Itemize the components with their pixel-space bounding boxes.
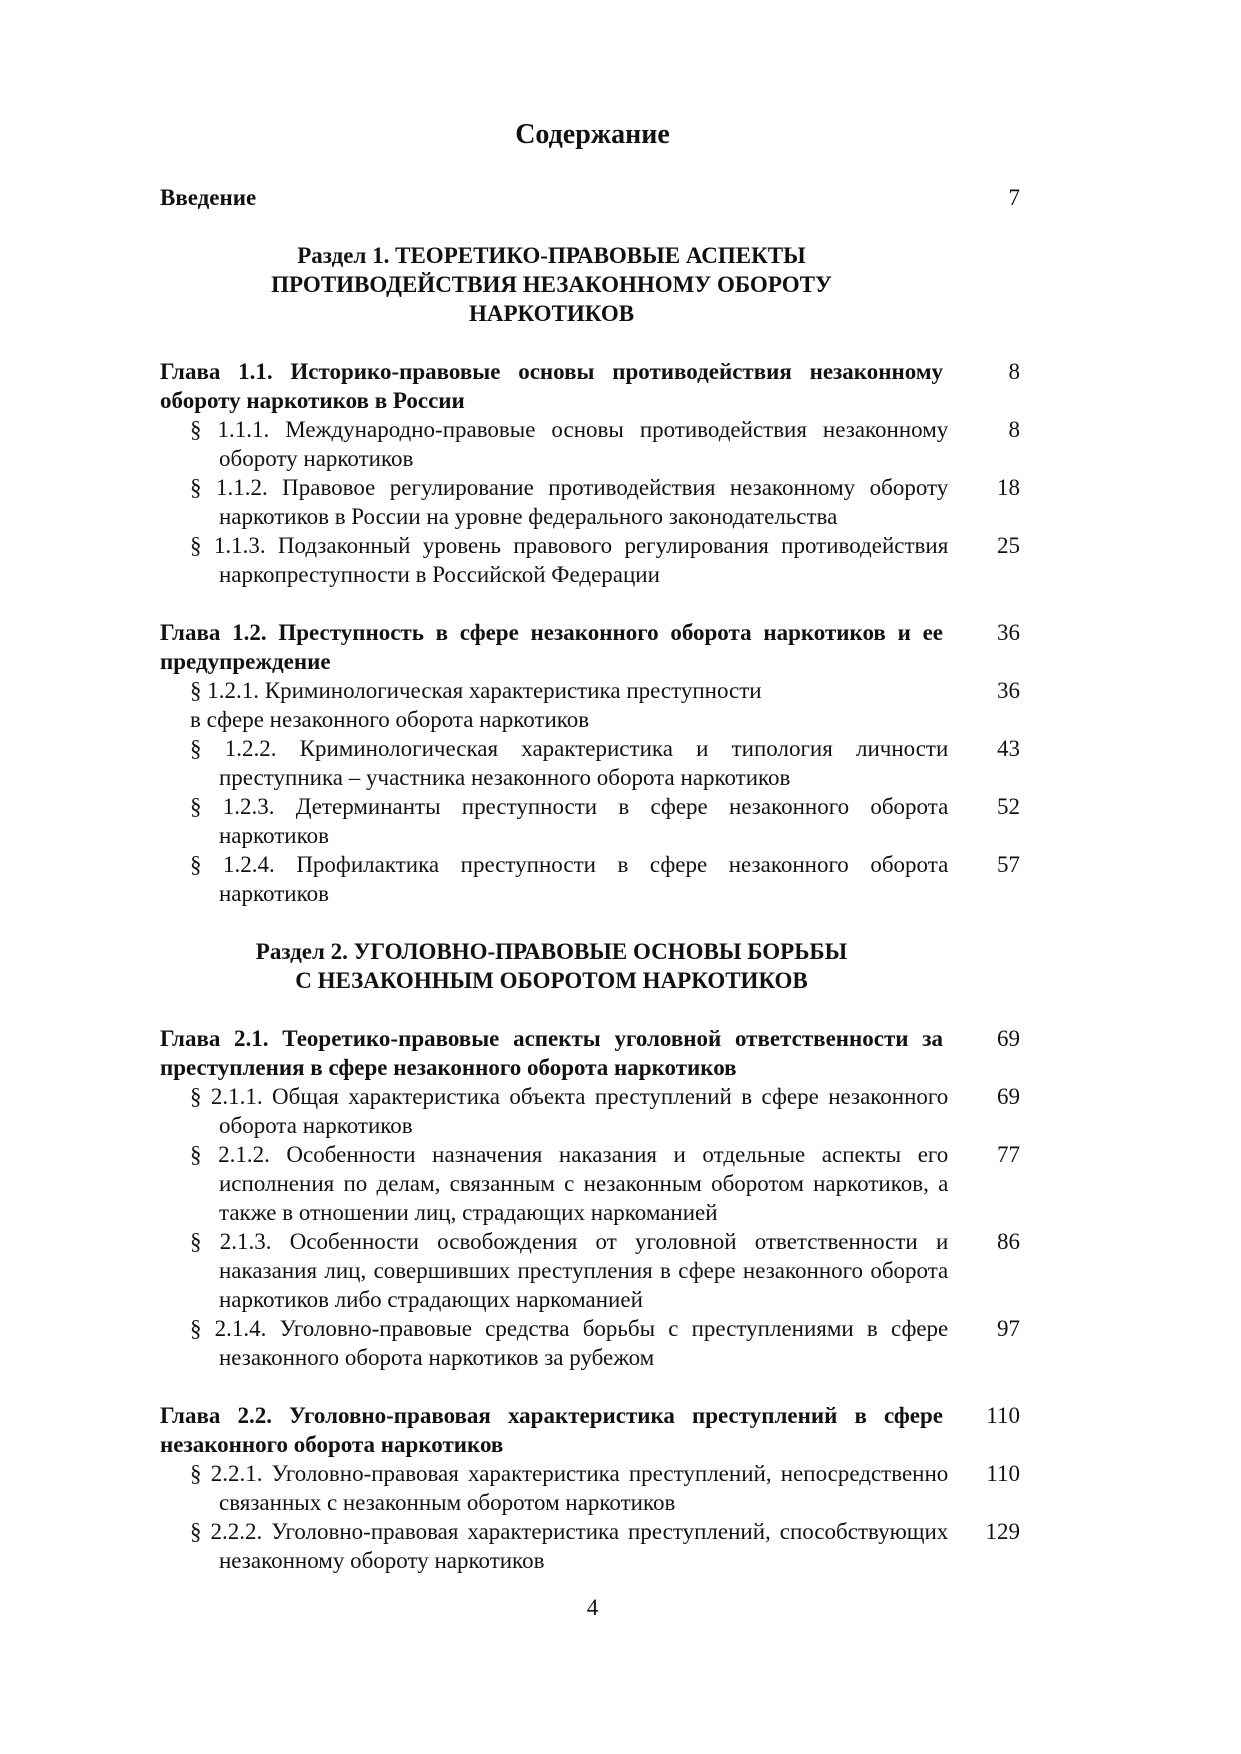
section-heading-1 xyxy=(160,241,943,328)
toc-page-number: 43 xyxy=(997,736,1020,761)
toc-page-number: 25 xyxy=(997,533,1020,558)
toc-page-number: 52 xyxy=(997,794,1020,819)
toc-entry-paragraph[interactable] xyxy=(160,1314,1020,1372)
toc-entry-paragraph[interactable] xyxy=(160,473,1020,531)
toc-page-number: 69 xyxy=(997,1026,1020,1051)
toc-entry-paragraph[interactable] xyxy=(160,1459,1020,1517)
toc-page-number: 36 xyxy=(997,678,1020,703)
toc-entry-paragraph[interactable] xyxy=(160,1082,1020,1140)
toc-entry-label xyxy=(160,676,943,734)
section-heading-line: НАРКОТИКОВ xyxy=(468,301,635,326)
toc-page-number: 57 xyxy=(997,852,1020,877)
table-of-contents xyxy=(160,183,1020,1575)
toc-entry-label: § 2.1.2. Особенности назначения наказания и отдельные аспекты его исполнения по делам, связанным с незаконным оборотом наркотиков, а также в отношении лиц, страдающих наркоманией xyxy=(190,1142,949,1225)
toc-entry-paragraph[interactable] xyxy=(160,1517,1020,1575)
toc-entry-label: § 2.2.2. Уголовно-правовая характеристика преступлений, способствующих незаконному обороту наркотиков xyxy=(190,1519,949,1573)
spacer xyxy=(160,589,1020,618)
toc-entry-label: § 2.1.3. Особенности освобождения от уголовной ответственности и наказания лиц, совершивших преступления в сфере незаконного оборота наркотиков либо страдающих наркоманией xyxy=(190,1229,949,1312)
section-heading-line: ПРОТИВОДЕЙСТВИЯ НЕЗАКОННОМУ ОБОРОТУ xyxy=(271,272,832,297)
toc-entry-chapter[interactable] xyxy=(160,618,1020,676)
toc-entry-paragraph[interactable] xyxy=(160,792,1020,850)
toc-page-number: 129 xyxy=(985,1519,1020,1544)
toc-page-number: 7 xyxy=(1008,185,1020,210)
toc-page-number: 69 xyxy=(997,1084,1020,1109)
toc-entry-paragraph[interactable] xyxy=(160,1227,1020,1314)
page-title: Содержание xyxy=(515,119,670,150)
toc-entry-paragraph[interactable] xyxy=(160,734,1020,792)
section-heading-line: Раздел 2. УГОЛОВНО-ПРАВОВЫЕ ОСНОВЫ БОРЬБЫ xyxy=(255,939,848,964)
toc-entry-paragraph[interactable] xyxy=(160,531,1020,589)
toc-entry-label: Глава 2.1. Теоретико-правовые аспекты уголовной ответственности за преступления в сфере незаконного оборота наркотиков xyxy=(160,1026,943,1080)
section-heading-line: С НЕЗАКОННЫМ ОБОРОТОМ НАРКОТИКОВ xyxy=(295,968,808,993)
toc-entry-paragraph[interactable] xyxy=(160,676,1020,734)
toc-entry-label: § 1.1.1. Международно-правовые основы противодействия незаконному обороту наркотиков xyxy=(190,417,949,471)
toc-entry-label: Глава 1.2. Преступность в сфере незаконного оборота наркотиков и ее предупреждение xyxy=(160,620,943,674)
toc-page-number: 110 xyxy=(986,1461,1020,1486)
toc-entry-label: § 1.2.3. Детерминанты преступности в сфере незаконного оборота наркотиков xyxy=(190,794,949,848)
section-heading-2 xyxy=(160,937,943,995)
toc-entry-label: § 2.1.1. Общая характеристика объекта преступлений в сфере незаконного оборота наркотиков xyxy=(190,1084,949,1138)
toc-entry-paragraph[interactable] xyxy=(160,1140,1020,1227)
toc-entry-chapter[interactable] xyxy=(160,1024,1020,1082)
toc-entry-line: в сфере незаконного оборота наркотиков xyxy=(190,707,590,732)
toc-entry-label: § 1.2.2. Криминологическая характеристика и типология личности преступника – участника незаконного оборота наркотиков xyxy=(190,736,949,790)
toc-page-number: 8 xyxy=(1008,359,1020,384)
toc-entry-label: § 2.1.4. Уголовно-правовые средства борьбы с преступлениями в сфере незаконного оборота наркотиков за рубежом xyxy=(190,1316,949,1370)
toc-entry-label: § 2.2.1. Уголовно-правовая характеристика преступлений, непосредственно связанных с незаконным оборотом наркотиков xyxy=(190,1461,949,1515)
toc-page-number: 97 xyxy=(997,1316,1020,1341)
toc-entry-label: § 1.1.2. Правовое регулирование противодействия незаконному обороту наркотиков в России на уровне федерального законодательства xyxy=(190,475,949,529)
toc-entry-label: Глава 2.2. Уголовно-правовая характеристика преступлений в сфере незаконного оборота наркотиков xyxy=(160,1403,943,1457)
section-heading-line: Раздел 1. ТЕОРЕТИКО-ПРАВОВЫЕ АСПЕКТЫ xyxy=(297,243,806,268)
toc-entry-line: § 1.2.1. Криминологическая характеристика преступности xyxy=(190,678,762,703)
toc-page-number: 8 xyxy=(1008,417,1020,442)
toc-entry-label: Введение xyxy=(160,185,257,210)
toc-page-number: 36 xyxy=(997,620,1020,645)
toc-entry-chapter[interactable] xyxy=(160,1401,1020,1459)
toc-entry-label: § 1.2.4. Профилактика преступности в сфере незаконного оборота наркотиков xyxy=(190,852,949,906)
spacer xyxy=(160,1372,1020,1401)
toc-page-number: 77 xyxy=(997,1142,1020,1167)
toc-entry-label: Глава 1.1. Историко-правовые основы противодействия незаконному обороту наркотиков в России xyxy=(160,359,943,413)
toc-page-number: 86 xyxy=(997,1229,1020,1254)
toc-entry-paragraph[interactable] xyxy=(160,415,1020,473)
toc-entry-label: § 1.1.3. Подзаконный уровень правового регулирования противодействия наркопреступности в Российской Федерации xyxy=(190,533,949,587)
footer-page-number: 4 xyxy=(586,1595,599,1620)
toc-entry-paragraph[interactable] xyxy=(160,850,1020,908)
toc-entry-intro[interactable] xyxy=(160,183,1020,212)
toc-page-number: 18 xyxy=(997,475,1020,500)
toc-page-number: 110 xyxy=(986,1403,1020,1428)
toc-entry-chapter[interactable] xyxy=(160,357,1020,415)
